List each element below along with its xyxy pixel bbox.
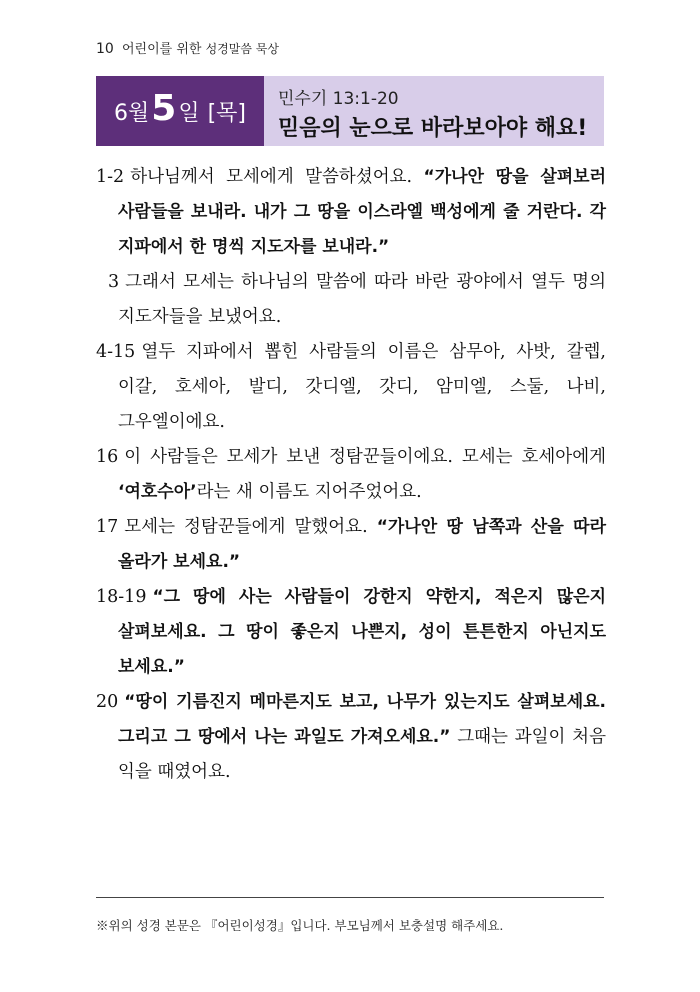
- scripture-text: [96, 160, 606, 790]
- verse-quote: “땅이 기름진지 메마른지도 보고, 나무가 있는지도 살펴보세요. 그리고 그 땅에서 나는 과일도 가져오세요.”: [118, 692, 606, 747]
- verse-quote: “그 땅에 사는 사람들이 강한지 약한지, 적은지 많은지 살펴보세요. 그 땅이 좋은지 나쁜지, 성이 튼튼한지 아닌지도 보세요.”: [118, 587, 606, 677]
- verse-text: 그래서 모세는 하나님의 말씀에 따라 바란 광야에서 열두 명의 지도자들을 보냈어요.: [118, 272, 606, 327]
- verse-3: [96, 265, 606, 335]
- verse-text-after: 그때는 과일이 처음 익을 때였어요.: [118, 727, 606, 782]
- verse-text: 이 사람들은 모세가 보낸 정탐꾼들이에요. 모세는 호세아에게: [124, 447, 606, 467]
- verse-quote: “가나안 땅을 살펴보러 사람들을 보내라. 내가 그 땅을 이스라엘 백성에게 줄 거란다. 각 지파에서 한 명씩 지도자를 보내라.”: [118, 167, 607, 257]
- verse-16: [96, 440, 606, 510]
- verse-number: 18-19: [96, 587, 147, 607]
- verse-17: [96, 510, 606, 580]
- verse-number: 17: [96, 517, 119, 537]
- verse-text: 하나님께서 모세에게 말씀하셨어요.: [130, 167, 413, 187]
- verse-text-after: 라는 새 이름도 지어주었어요.: [196, 482, 422, 502]
- verse-number: 3: [108, 272, 120, 292]
- date-month: 6월: [114, 100, 150, 126]
- verse-20: [96, 685, 606, 790]
- date-weekday: [목]: [207, 100, 246, 126]
- footnote-divider: [96, 897, 604, 898]
- verse-18-19: [96, 580, 606, 685]
- date-day-unit: 일: [178, 100, 200, 126]
- verse-1-2: [96, 160, 606, 265]
- verse-number: 16: [96, 447, 119, 467]
- devotion-title: 믿음의 눈으로 바라보아야 해요!: [278, 116, 588, 141]
- page-number: 10: [96, 41, 114, 57]
- verse-quote: ‘여호수아’: [118, 482, 197, 502]
- title-box: [264, 76, 604, 146]
- book-title: 어린이를 위한: [121, 42, 202, 57]
- verse-number: 20: [96, 692, 119, 712]
- page-header: [96, 38, 279, 57]
- verse-quote: “가나안 땅 남쪽과 산을 따라 올라가 보세요.”: [118, 517, 606, 572]
- verse-number: 1-2: [96, 167, 125, 187]
- verse-text: 모세는 정탐꾼들에게 말했어요.: [124, 517, 368, 537]
- verse-text: 열두 지파에서 뽑힌 사람들의 이름은 삼무아, 사밧, 갈렙, 이갈, 호세아, 발디, 갓디엘, 갓디, 암미엘, 스둘, 나비, 그우엘이에요.: [118, 342, 606, 432]
- date-box: [96, 76, 264, 146]
- footnote: ※위의 성경 본문은 『어린이성경』입니다. 부모님께서 보충설명 해주세요.: [96, 918, 504, 933]
- book-subtitle: 성경말씀 묵상: [205, 42, 279, 56]
- devotion-banner: [96, 76, 604, 146]
- verse-number: 4-15: [96, 342, 136, 362]
- verse-4-15: [96, 335, 606, 440]
- date-day: 5: [151, 87, 177, 129]
- scripture-reference: 민수기 13:1-20: [278, 89, 399, 109]
